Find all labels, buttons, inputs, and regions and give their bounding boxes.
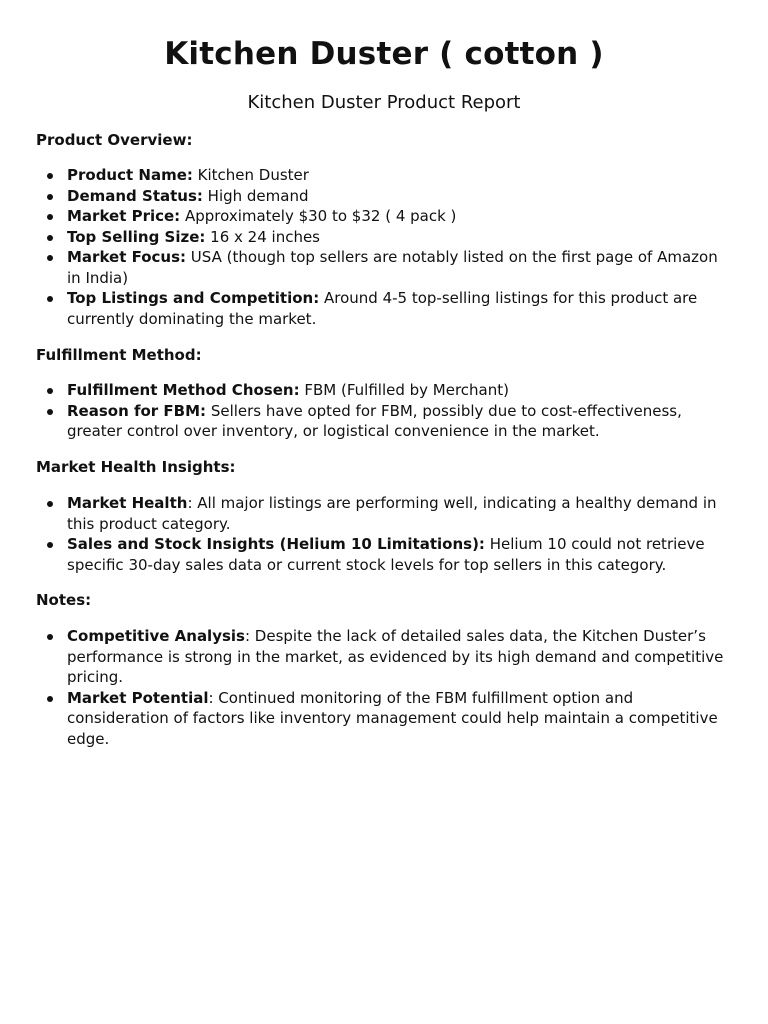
item-label: Top Listings and Competition: — [67, 289, 320, 307]
list-item — [0, 626, 768, 688]
bullet-icon — [47, 388, 53, 394]
list-item — [0, 165, 768, 186]
list-item — [0, 493, 768, 534]
bullet-icon — [47, 194, 53, 200]
bullet-icon — [47, 296, 53, 302]
item-text: Sellers have opted for FBM, possibly due to cost-effectiveness, greater control over inventory, or logistical convenience in the market. — [67, 401, 682, 440]
item-text: Around 4-5 top-selling listings for this product are currently dominating the market. — [67, 289, 698, 328]
item-text: 16 x 24 inches — [205, 227, 321, 246]
bullet-icon — [47, 255, 53, 261]
list-item — [0, 227, 768, 248]
list-item — [0, 534, 768, 575]
item-text: Helium 10 could not retrieve specific 30-day sales data or current stock levels for top sellers in this category. — [67, 535, 705, 574]
item-label: Reason for FBM: — [67, 401, 207, 420]
document-subtitle: Kitchen Duster Product Report — [247, 92, 521, 113]
notes-list — [0, 626, 768, 749]
list-item — [0, 186, 768, 207]
item-label: Demand Status: — [67, 186, 203, 205]
item-text: : All major listings are performing well, indicating a healthy demand in this product category. — [67, 494, 717, 533]
item-text: Kitchen Duster — [192, 166, 309, 184]
list-item — [0, 206, 768, 227]
section-heading-fulfillment-method: Fulfillment Method: — [36, 346, 202, 364]
market-health-list — [0, 493, 768, 575]
item-label: Product Name: — [67, 166, 193, 184]
item-label: Market Potential — [67, 688, 209, 707]
item-text: High demand — [202, 186, 309, 205]
list-item — [0, 380, 768, 401]
item-label: Sales and Stock Insights (Helium 10 Limitations): — [67, 535, 485, 553]
item-label: Fulfillment Method Chosen: — [67, 381, 300, 399]
section-heading-market-health-insights: Market Health Insights: — [36, 458, 236, 476]
item-text: : Continued monitoring of the FBM fulfillment option and consideration of factors like inventory management could help maintain a competitive edge. — [67, 688, 718, 748]
list-item — [0, 288, 768, 329]
item-text: FBM (Fulfilled by Merchant) — [299, 381, 509, 399]
fulfillment-method-list — [0, 380, 768, 442]
bullet-icon — [47, 235, 53, 241]
bullet-icon — [47, 696, 53, 702]
item-text: USA (though top sellers are notably listed on the first page of Amazon in India) — [67, 248, 718, 287]
section-heading-notes: Notes: — [36, 591, 92, 609]
item-label: Top Selling Size: — [67, 227, 206, 246]
list-item — [0, 688, 768, 750]
product-overview-list — [0, 165, 768, 329]
bullet-icon — [47, 501, 53, 507]
item-label: Market Health — [67, 494, 188, 512]
bullet-icon — [47, 634, 53, 640]
bullet-icon — [47, 542, 53, 548]
document-title: Kitchen Duster ( cotton ) — [164, 36, 604, 72]
list-item — [0, 247, 768, 288]
bullet-icon — [47, 173, 53, 179]
bullet-icon — [47, 214, 53, 220]
item-label: Competitive Analysis — [67, 627, 245, 645]
item-text: Approximately $30 to $32 ( 4 pack ) — [180, 207, 457, 225]
bullet-icon — [47, 409, 53, 415]
list-item — [0, 401, 768, 442]
item-label: Market Focus: — [67, 248, 187, 266]
item-label: Market Price: — [67, 207, 181, 225]
section-heading-product-overview: Product Overview: — [36, 131, 193, 149]
item-text: : Despite the lack of detailed sales data, the Kitchen Duster’s performance is strong in the market, as evidenced by its high demand and competitive pricing. — [67, 627, 724, 686]
